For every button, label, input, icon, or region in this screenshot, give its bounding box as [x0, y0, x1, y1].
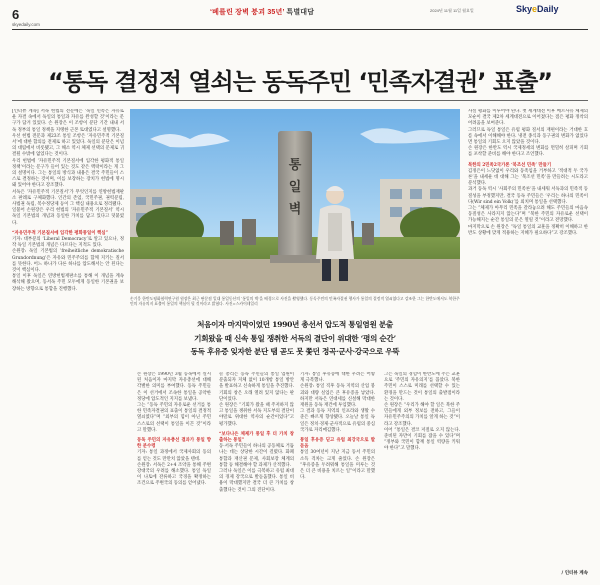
paragraph: 손원장: 독일 기본법의 ‘freiheitliche demokratische Grundordnung’은 자유와 민주주의를 함께 지키는 질서를 뜻한다. 어느 하나가 다른 하나를 압도해서는 안 된다는 것이 핵심이다. — [12, 249, 124, 274]
section-subhead: 통일 후유증 딛고 유럽 최강국으로 발돋움 — [300, 438, 375, 450]
article-column-4 — [300, 372, 375, 577]
page-title: “통독 결정적 열쇠는 동독주민 ‘민족자결권’ 표출” — [47, 68, 553, 96]
paragraph: 동·서독 주민들이 하나의 공동체로 거듭나는 데는 상당한 시간이 걸렸다. 화폐 통합과 재산권 문제, 사회보장 체계의 통합 등 해결해야 할 과제가 산적했다. — [219, 444, 294, 468]
svg-text:벽: 벽 — [288, 202, 302, 217]
paragraph: 통일 이후 독일은 연방헌법재판소를 통해 이 개념을 계속 해석해 왔으며, 동서독 주민 모두에게 동일한 기본권을 보장하는 방향으로 통합을 진행했다. — [12, 274, 124, 292]
paragraph: 기자: 대부분의 ‘Liberal Democracy’로 알고 있으나, 정작 독일 기본법의 개념은 다르다는 지적도 있다. — [12, 237, 124, 249]
masthead-divider — [12, 29, 588, 30]
paragraph: 그는 “체제가 아무리 민족을 갈라놓으려 해도 주민들의 마음속 동질성은 사라지지 않는다”며 “북한 주민의 자유로운 선택이 가능해지는 순간 통일의 문은 열릴 것”이라고 전망했다. — [468, 206, 588, 224]
page-number: 6 — [12, 7, 20, 22]
brand-logo — [516, 4, 559, 14]
section-subhead: 북한의 2민족2국가론 ‘북조선 민족’ 만들기 — [468, 162, 552, 168]
svg-text:일: 일 — [288, 180, 302, 195]
photo-caption: 손기웅 한반도평화협력연구원 원장은 최근 판문점 일대 통일동산의 ‘통일의 벽’을 배경으로 사진을 촬영했다. 동독주민의 민족자결권 행사가 통일의 결정적 열쇠였다고 강조한 그는 한반도에서도 북한주민의 자유의지 표출이 통일의 핵심이 될 것이라고 밝혔다. 사진=스카이데일리 — [130, 296, 460, 307]
paragraph: 손원장: 통일 직후 동독 지역의 산업 붕괴와 대량 실업은 큰 후유증을 낳았다. 하지만 서독은 연대세를 신설해 막대한 재원을 동독 재건에 투입했다. — [300, 384, 375, 409]
masthead — [0, 0, 600, 30]
article-column-5 — [384, 372, 460, 577]
paragraph: 사실 평화를 이루어야 된다. 첫 세계대전 이후 베르사유 체제의 모순이 결국 제2차 세계대전으로 이어졌다는 점은 평화 정착의 어려움을 보여준다. — [468, 109, 588, 127]
paragraph: 과거 동독 역시 ‘사회주의 민족론’을 내세워 서독과의 민족적 동질성을 부정했지만, 결국 동독 주민들은 ‘우리는 하나의 민족이다(Wir sind ein Volk)’를 외치며 통일을 선택했다. — [468, 187, 588, 205]
article-column-6 — [468, 109, 588, 577]
paragraph: 그는 “동독 주민의 자유로운 선거를 통한 민족자결권의 표출이 통일의 결정적 열쇠였다”며 “외부의 힘이 아닌 주민 스스로의 선택이 통일을 이끈 것”이라고 말했다. — [137, 403, 211, 433]
paragraph: 마지막으로 손 원장은 “독일 통일의 교훈을 정확히 이해하고 한반도 상황에 맞게 적용하는 지혜가 필요하다”고 강조했다. — [468, 224, 588, 236]
brand-logo-accent: e — [532, 4, 538, 14]
paragraph: 우선 헌법 전문과 제23조 통일 조항은 ‘자유민주적 기본질서’에 대한 합의를 전제로 하고 있었다. 독일의 분단은 이념의 대립에서 비롯됐고, 그 해소 역시 체제 선택의 문제로 귀결될 수밖에 없었다는 것이다. — [12, 133, 124, 158]
paragraph: 서독은 ‘자유민주적 기본질서’가 무엇인지를 연방헌법재판소 판례로 구체화했다. 인간의 존엄, 국민주권, 권력분립, 사법권 독립, 복수정당제 등이 그 핵심 내용으로 정리됐다. — [12, 189, 124, 208]
paragraph: 기자: 통일 과정에서 국제사회의 동의를 얻는 것도 만만치 않았을 텐데. — [137, 450, 211, 462]
pull-quote — [130, 318, 460, 359]
article-signature: / 인터뷰 계속 — [561, 571, 588, 576]
paragraph: 손원장: 서독은 2+4 조약을 통해 주변 강대국의 우려를 해소했다. 통일 독일이 나토에 잔류하고 국경을 확정하는 조건으로 주변국의 동의를 얻어냈다. — [137, 462, 211, 487]
paragraph: 그 결과 동독 지역의 인프라와 생활 수준은 빠르게 향상됐다. 오늘날 통일 독일은 정치·경제·군사적으로 유럽의 중심 국가로 자리매김했다. — [300, 409, 375, 433]
brand-logo-main: Sky — [516, 4, 533, 14]
pull-quote-line: 동독 후유증 잊자한 분단 탬 곧도 못 쫓던 정곡·군사·강국으로 우뚝 — [190, 347, 400, 356]
special-feature-prefix: ‘베를린 장벽 붕괴 35년’ — [210, 9, 285, 16]
paragraph: 그러나 독일은 이를 극복하고 유럽 최대의 경제 강국으로 발돋움했다. 통일 비용이 막대했지만 결국 더 큰 가치를 창출했다는 것이 그의 진단이다. — [219, 469, 294, 493]
interview-photo — [130, 109, 460, 293]
article-column-1 — [12, 109, 124, 577]
section-subhead: “자유민주적 기본질서에 입각한 평화통일이 핵심” — [12, 230, 108, 236]
section-subhead: 동독 주민의 자유총선 결과가 통일 향한 분수령 — [137, 438, 211, 450]
paragraph: 손 원장은 “기회가 왔을 때 주저하지 않고 통일을 쟁취한 서독 지도부의 결단이야말로 위대한 역사의 순간이었다”고 평가했다. — [219, 403, 294, 427]
article-column-3 — [219, 372, 294, 577]
paragraph: 손 원장은 “우리가 해야 할 일은 북한 주민들에게 외부 정보를 전하고, 그들이 자유민주주의의 가치를 알게 하는 것”이라고 강조했다. — [384, 403, 460, 427]
paragraph: 손 원장은 1990년 3월 동독에서 실시된 처음이자 마지막 자유총선에 대해 각별한 의미를 부여했다. 동독 주민들은 이 선거에서 조속한 통일을 공약한 정당에 압도적인 지지를 보냈다. — [137, 372, 211, 402]
special-feature-label — [210, 7, 314, 17]
headline-divider — [12, 100, 588, 101]
paragraph: 통일 30여년이 지난 지금 동서 주민의 소득 격차는 크게 줄었다. 손 원장은 “후유증을 두려워해 통일을 미루는 것은 더 큰 비용을 치르는 일”이라고 말했다. — [300, 450, 375, 481]
paragraph: 그러므로 독일 통일은 유럽 평화 질서의 재편이라는 거대한 흐름 속에서 이해해야 한다. 냉전 종식과 동구권의 변화가 없었다면 통일의 기회도 오지 않았을 것이다. — [468, 127, 588, 146]
section-subhead: “보다나은 체제가 통일 후 더 가치 창출하는 통일” — [219, 431, 294, 444]
site-url[interactable]: skyedaily.com — [12, 22, 40, 27]
interview-photo-image — [130, 109, 460, 293]
paragraph: 일불어 손원장은 우리 헌법의 ‘자유민주적 기본질서’ 역시 독일 기본법의 개념과 동일한 가치를 담고 있다고 덧붙였다. — [12, 208, 124, 226]
pull-quote-line: 기회왔을 때 신속 통일 쟁취한 서독의 결단이 위대한 ‘평의 순간’ — [194, 333, 396, 343]
paragraph: 콜 총리는 동독 주민들의 통일 염원이 분출되자 지체 없이 10개항 통일 방안을 발표하고 신속하게 통일을 추진했다. 기회의 창은 오래 열려 있지 않다는 판단이었다. — [219, 372, 294, 402]
paragraph: 김정은이 느닷없이 우리와 동족임을 거부하고 ‘적대적 두 국가론’을 내세운 데 대해 그는 ‘북조선 민족’을 만들려는 시도라고 분석했다. — [468, 168, 588, 187]
svg-text:통: 통 — [288, 158, 302, 173]
paragraph: 그는 독일의 경험이 한반도에 주는 교훈으로 ‘주민의 자유의지’를 꼽았다. 북한 주민이 스스로 미래를 선택할 수 있는 환경을 만드는 것이 통일의 출발점이라는 것이다. — [384, 372, 460, 402]
pull-quote-line: 처음이자 마지막이었던 1990년 총선서 압도적 통일염원 분출 — [197, 320, 393, 329]
brand-logo-rest: Daily — [537, 4, 559, 14]
article-column-2 — [137, 372, 211, 577]
paragraph: 이어 “통일은 결코 저절로 오지 않는다. 준비된 자만이 기회를 잡을 수 있다”며 “정부와 국민이 함께 통일 역량을 키워야 한다”고 말했다. — [384, 427, 460, 452]
paragraph: 손 원장은 한반도 역시 국제정세의 변화를 면밀히 살피며 기회를 포착할 준비를 해야 한다고 조언했다. — [468, 146, 588, 158]
paragraph: 기자: 통일 후유증에 대한 우려는 어떻게 극복했나. — [300, 372, 375, 384]
issue-date: 2024년 11월 11일 월요일 — [430, 8, 474, 13]
paragraph: [인터뷰 계속] 서독 헌법의 전문에는 ‘독일 민족은 자유로운 자결 속에서 독일의 통일과 자유를 완성할 것’이라는 문구가 담겨 있었다. 손 원장은 이 조항이 분단 기간 내내 서독 정부의 통일 정책을 지탱한 근본 토대였다고 설명했다. — [12, 109, 124, 133]
special-feature-suffix: 특별대담 — [284, 9, 315, 16]
paragraph: 우리 헌법에 ‘자유민주적 기본질서에 입각한 평화적 통일 정책’이라는 문구가 들어 있는 것도 같은 맥락이라는 게 그의 설명이다. 그는 통일의 방식과 내용은 결국 주민들이 스스로 결정하는 것이며, 이를 보장하는 장치가 헌법에 명시돼 있어야 한다고 강조했다. — [12, 158, 124, 189]
